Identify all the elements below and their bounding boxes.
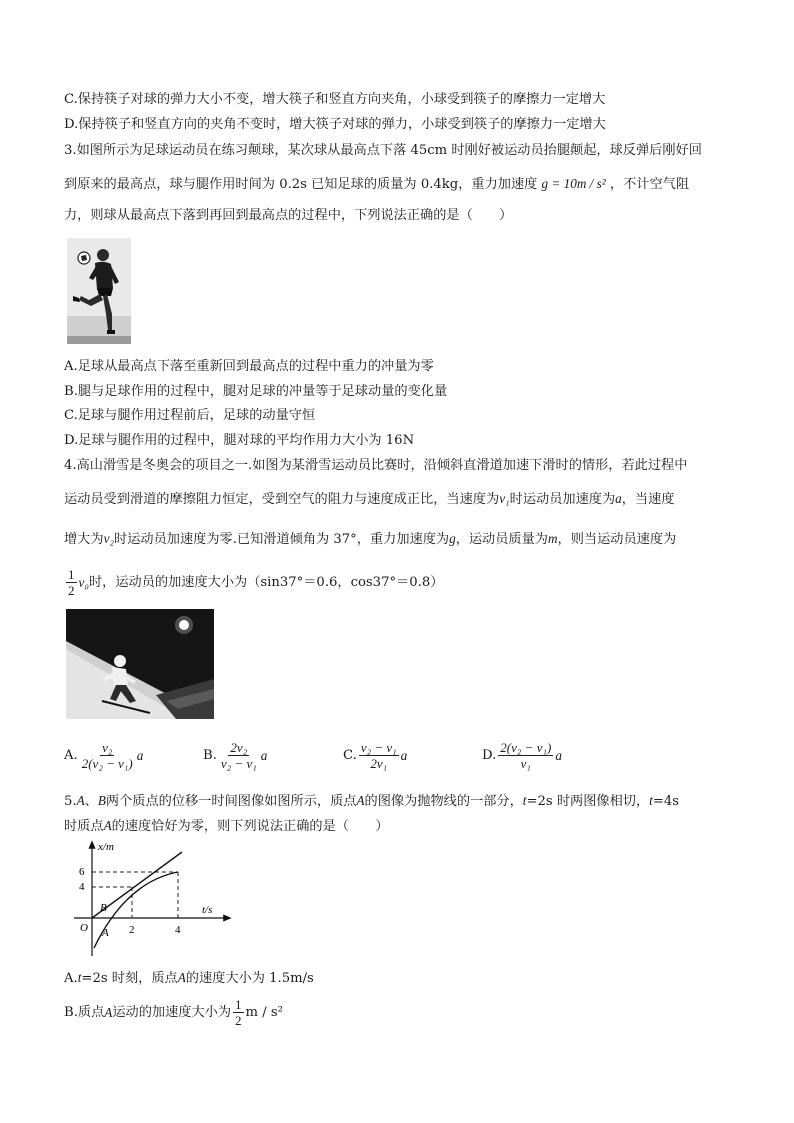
fraction-numerator: v₂ − v₁ [360,740,397,755]
q4-text: 增大为 [64,532,104,547]
q5-stem-line1 [64,792,679,811]
q3-stem-line2 [64,175,689,194]
q4-text: 运动员受到滑道的摩擦阻力恒定，受到空气的阻力与速度成正比，当速度为 [64,492,500,507]
q4-v1: v₁ [499,491,510,506]
option-label: D. [482,748,497,763]
soccer-player-photo [67,238,131,344]
q5-var: t [77,970,82,985]
q5-var: t [649,793,653,808]
q4-text: 时，运动员的加速度大小为（sin37°＝0.6，cos37°＝0.8） [88,574,444,590]
fraction-denominator: 2 [235,1013,242,1028]
q5-var: B [97,793,106,808]
position-time-graph [64,838,234,960]
option-variable: a [136,747,144,763]
q3-option-d: D.足球与腿作用的过程中，腿对球的平均作用力大小为 16N [64,433,415,448]
tick-y-4: 4 [79,881,85,893]
skier-illustration [66,609,214,719]
q4-stem-line4 [64,567,443,598]
tick-x-4: 4 [175,924,181,936]
tick-x-2: 2 [129,924,135,936]
q2-option-c: C.保持筷子对球的弹力大小不变，增大筷子和竖直方向夹角，小球受到筷子的摩擦力一定增大 [64,92,606,107]
q4-option-a [64,740,143,771]
fraction-denominator: 2 [68,583,75,598]
q4-text: ，则当运动员速度为 [557,532,677,547]
q4-stem-line1: 4.高山滑雪是冬奥会的项目之一.如图为某滑雪运动员比赛时，沿倾斜直滑道加速下滑时的情形，若此过程中 [64,458,688,473]
fraction-numerator: 2v₂ [230,740,248,755]
x-axis-label: t/s [202,904,213,916]
option-variable: a [400,747,408,763]
q4-stem-line2 [64,490,674,509]
tick-y-6: 6 [79,866,85,878]
q5-var: t [522,793,527,808]
option-label: B. [203,748,217,763]
q5-text: 、 [84,794,98,809]
option-label: C. [343,748,357,763]
q5-text: =2s 时两图像相切， [526,794,650,809]
fraction-denominator: 2v₁ [370,756,388,771]
option-fraction [80,740,135,771]
q5-var: A [104,1004,113,1020]
q5-option-a [64,969,314,988]
q5-option-b [64,997,283,1028]
q5-text: =4s [652,794,680,809]
q5-var: A [177,970,186,985]
curve-a-label: A [102,927,109,939]
q4-v2: v₂ [103,531,115,546]
q4-text: ，当速度 [621,492,675,507]
q5-text: 时质点 [64,819,104,834]
q5-text: 运动的加速度大小为 [112,1004,232,1020]
option-fraction [359,740,399,771]
soccer-player-illustration [67,238,131,344]
q4-option-c [343,740,407,771]
q3-option-b: B.腿与足球作用的过程中，腿对足球的冲量等于足球动量的变化量 [64,384,448,399]
q5-half-fraction [233,997,244,1028]
option-variable: a [555,747,562,763]
q5-text: B.质点 [64,1004,105,1020]
q5-unit: m / s² [245,1004,283,1020]
q4-half-fraction [66,567,77,598]
fraction-numerator: v₂ [102,740,113,755]
curve-b-label: B [100,902,107,914]
q5-text: 的速度大小为 1.5m/s [185,971,314,986]
q3-gravity: g = 10m / s² [541,176,606,191]
q5-var: A [76,793,85,808]
q5-text: 的速度恰好为零，则下列说法正确的是（ ） [111,819,389,834]
q4-text: 时运动员加速度为零.已知滑道倾角为 37°，重力加速度为 [114,532,450,547]
q5-text: 两个质点的位移一时间图像如图所示，质点 [105,794,357,809]
q4-option-b [203,740,267,771]
q5-var: A [103,818,112,833]
fraction-numerator: 2(v₂ − v₁) [500,740,552,755]
fraction-numerator: 1 [235,997,242,1012]
q5-text: =2s 时刻，质点 [81,971,178,986]
q3-option-c: C.足球与腿作用过程前后，足球的动量守恒 [64,408,316,423]
q5-var: A [356,793,365,808]
q3-text: ，不计空气阻 [609,177,690,192]
option-variable: a [260,747,268,763]
origin-label: O [80,922,88,934]
fraction-denominator: v₁ [520,756,531,771]
q5-text: 的图像为抛物线的一部分， [364,794,523,809]
q4-m: m [548,531,558,546]
option-fraction [219,740,259,771]
y-axis-label: x/m [98,841,114,853]
fraction-denominator: v₂ − v₁ [220,756,257,771]
skier-photo [66,609,214,719]
q4-v0: v₀ [78,574,89,590]
q3-text: 到原来的最高点，球与腿作用时间为 0.2s 已知足球的质量为 0.4kg，重力加速度 [64,177,538,192]
q4-text: ，运动员质量为 [455,532,548,547]
fraction-numerator: 1 [68,567,75,582]
q5-stem-line2 [64,817,389,836]
q4-option-d [482,740,562,771]
q5-text: 5. [64,794,77,809]
option-label: A. [64,748,78,763]
q3-option-a: A.足球从最高点下落至重新回到最高点的过程中重力的冲量为零 [64,359,434,374]
q3-stem-line3: 力，则球从最高点下落到再回到最高点的过程中，下列说法正确的是（ ） [64,208,513,223]
fraction-denominator: 2(v₂ − v₁) [81,756,133,771]
q3-stem-line1: 3.如图所示为足球运动员在练习颠球，某次球从最高点下落 45cm 时刚好被运动员抬腿颠起，球反弹后刚好回 [64,143,702,158]
q4-stem-line3 [64,530,676,549]
q4-a: a [615,491,622,506]
q2-option-d: D.保持筷子和竖直方向的夹角不变时，增大筷子对球的弹力，小球受到筷子的摩擦力一定增大 [64,117,606,132]
q4-text: 时运动员加速度为 [509,492,616,507]
q5-text: A. [64,971,78,986]
q4-g: g [449,531,456,546]
option-fraction [498,740,553,771]
